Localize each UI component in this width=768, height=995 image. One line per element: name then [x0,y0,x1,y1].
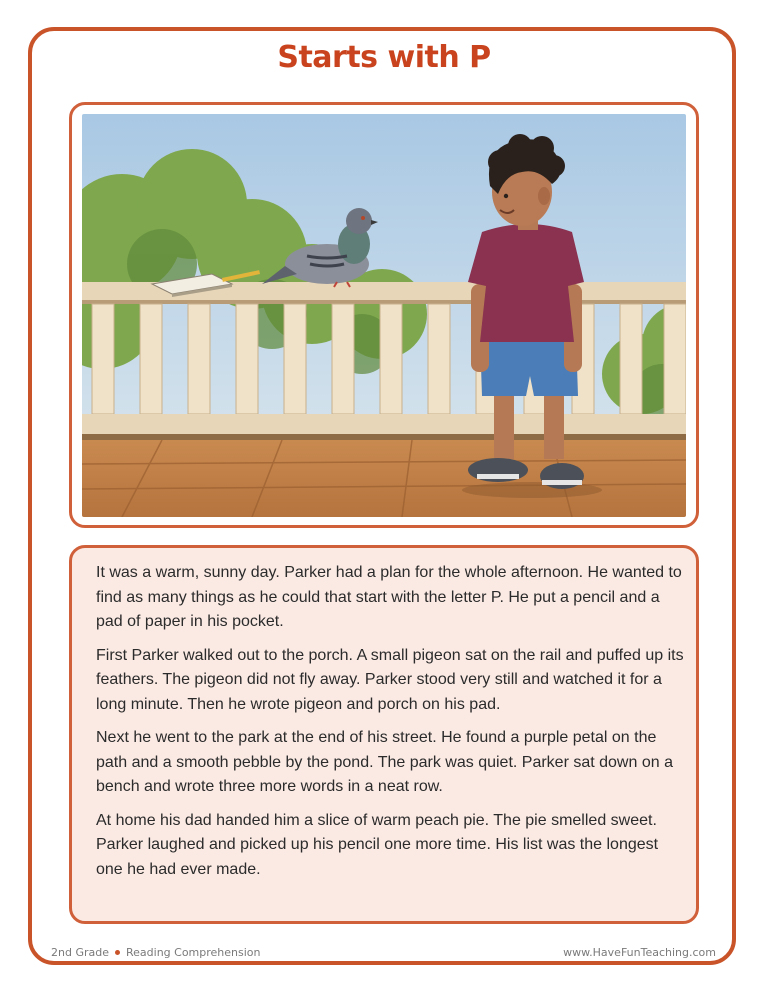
story-paragraph-4: At home his dad handed him a slice of warm peach pie. The pie smelled sweet. Parker laughed and picked up his pencil one more time. His list was the longest one he had ever made. [96,811,659,878]
story-paragraph-1: It was a warm, sunny day. Parker had a plan for the whole afternoon. He wanted to find as many things as he could that start with the letter P. He put a pencil and a pad of paper in his pocket. [96,564,682,630]
story-text [96,561,686,891]
porch-deck [82,440,686,517]
page-title: Starts with P [277,40,491,75]
bullet-dot-icon [115,950,120,955]
story-paragraph-3: Next he went to the park at the end of his street. He found a purple petal on the path and a smooth pebble by the pond. The park was quiet. Parker sat down on a bench and wrote three more words in a neat row. [96,729,673,795]
illustration [82,114,686,517]
story-paragraph-2: First Parker walked out to the porch. A small pigeon sat on the rail and puffed up its feathers. The pigeon did not fly away. Parker stood very still and watched it for a long minute. Then he wrote pigeon and porch on his pad. [96,646,684,713]
footer-category [51,946,261,959]
footer-grade: 2nd Grade [51,946,109,959]
porch-scene-image [82,114,686,517]
footer-subject: Reading Comprehension [126,946,261,959]
footer-website: www.HaveFunTeaching.com [563,946,716,959]
